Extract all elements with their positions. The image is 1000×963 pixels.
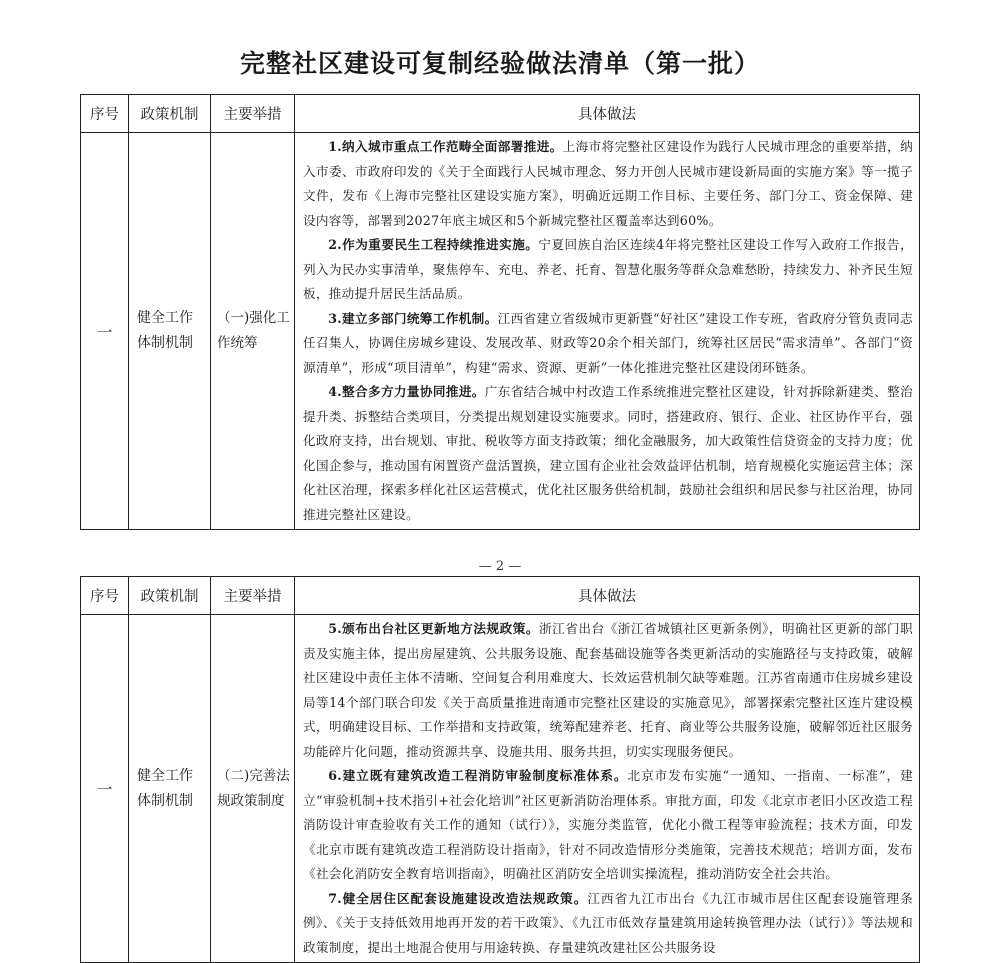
seq-cell: 一 [81,615,129,963]
mechanism-cell: 健全工作体制机制 [129,133,211,530]
detail-paragraph: 7.健全居住区配套设施建设改造法规政策。江西省九江市出台《九江市城市居住区配套设施管理条例》、《关于支持低效用地再开发的若干政策》、《九江市低效存量建筑用途转换管理办法（试行）》等法规和政策制度，提出土地混合使用与用途转换、存量建筑改建社区公共服务设 [303,890,913,955]
header-detail: 具体做法 [295,577,920,615]
detail-paragraph: 3.建立多部门统筹工作机制。江西省建立省级城市更新暨“好社区”建设工作专班，省政府分管负责同志任召集人，协调住房城乡建设、发展改革、财政等20余个相关部门，统筹社区居民“需求清单”、各部门“资源清单”，形成“项目清单”，构建“需求、资源、更新”一体化推进完整社区建设闭环链条。 [303,310,913,375]
mechanism-cell: 健全工作体制机制 [129,615,211,963]
header-detail: 具体做法 [295,95,920,133]
detail-paragraph: 4.整合多方力量协同推进。广东省结合城中村改造工作系统推进完整社区建设，针对拆除新建类、整治提升类、拆整结合类项目，分类提出规划建设实施要求。同时，搭建政府、银行、企业、社区协作平台，强化政府支持，出台规划、审批、税收等方面支持政策；细化金融服务，加大政策性信贷资金的支持力度；优化国企参与，推动国有闲置资产盘活置换，建立国有企业社会效益评估机制，培育规模化实施运营主体；深化社区治理，探索多样化社区运营模式，优化社区服务供给机制，鼓励社会组织和居民参与社区治理，协同推进完整社区建设。 [303,384,913,522]
header-seq: 序号 [81,95,129,133]
header-measure: 主要举措 [211,577,295,615]
table-header-row [81,577,920,615]
header-mechanism: 政策机制 [129,95,211,133]
document-title: 完整社区建设可复制经验做法清单（第一批） [239,49,760,78]
page-number: — 2 — [478,559,522,574]
header-seq: 序号 [81,577,129,615]
detail-paragraph: 5.颁布出台社区更新地方法规政策。浙江省出台《浙江省城镇社区更新条例》，明确社区更新的部门职责及实施主体，提出房屋建筑、公共服务设施、配套基础设施等各类更新活动的实施路径与支持政策，破解社区建设中责任主体不清晰、空间复合利用难度大、长效运营机制欠缺等难题。江苏省南通市住房城乡建设局等14个部门联合印发《关于高质量推进南通市完整社区建设的实施意见》，部署探索完整社区连片建设模式，明确建设目标、工作举措和支持政策，统筹配建养老、托育、商业等公共服务设施，破解邻近社区服务功能碎片化问题，推动资源共享、设施共用、服务共担，切实实现服务便民。 [303,621,914,759]
measures-table-page-1 [80,94,920,530]
measures-table-page-2 [80,576,920,963]
detail-paragraph: 1.纳入城市重点工作范畴全面部署推进。上海市将完整社区建设作为践行人民城市理念的重要举措，纳入市委、市政府印发的《关于全面践行人民城市理念、努力开创人民城市建设新局面的实施方案》等一揽子文件，发布《上海市完整社区建设实施方案》，明确近远期工作目标、主要任务、部门分工、资金保障、建设内容等，部署到2027年底主城区和5个新城完整社区覆盖率达到60%。 [303,139,913,228]
table-header-row [81,95,920,133]
detail-paragraph: 2.作为重要民生工程持续推进实施。宁夏回族自治区连续4年将完整社区建设工作写入政府工作报告，列入为民办实事清单，聚焦停车、充电、养老、托育、智慧化服务等群众急难愁盼，持续发力、补齐民生短板，推动提升居民生活品质。 [303,237,914,301]
measure-cell: （二)完善法规政策制度 [211,615,295,963]
header-mechanism: 政策机制 [129,577,211,615]
detail-paragraph: 6.建立既有建筑改造工程消防审验制度标准体系。北京市发布实施“一通知、一指南、一标准”，建立“审验机制+技术指引+社会化培训”社区更新消防治理体系。审批方面，印发《北京市老旧小区改造工程消防设计审查验收有关工作的通知（试行）》，实施分类监管，优化小微工程等审验流程；技术方面，印发《北京市既有建筑改造工程消防设计指南》，针对不同改造情形分类施策，完善技术规范；培训方面，发布《社会化消防安全教育培训指南》，明确社区消防安全培训实操流程，推动消防安全社会共治。 [303,768,913,881]
table-row [81,615,920,963]
header-measure: 主要举措 [211,95,295,133]
detail-cell [295,615,920,963]
seq-cell: 一 [81,133,129,530]
detail-cell [295,133,920,530]
table-row [81,133,920,530]
measure-cell: （一)强化工作统筹 [211,133,295,530]
